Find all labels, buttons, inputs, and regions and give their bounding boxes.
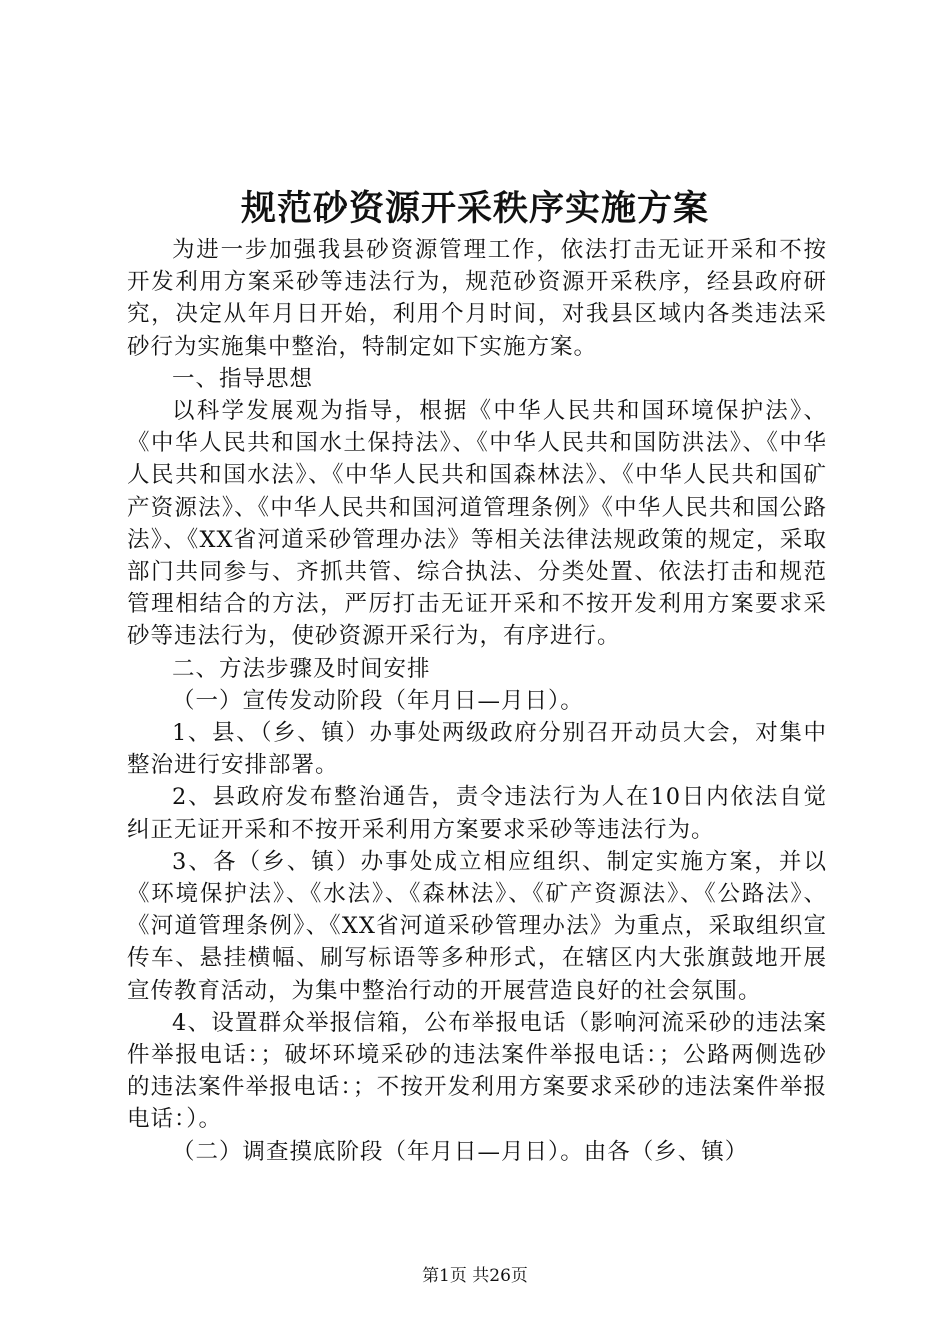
list-item-1: 1、县、（乡、镇）办事处两级政府分别召开动员大会，对集中整治进行安排部署。: [127, 720, 827, 779]
subsection-heading-publicity-stage: （一）宣传发动阶段（年月日—月日）。: [172, 687, 584, 714]
intro-paragraph: 为进一步加强我县砂资源管理工作，依法打击无证开采和不按开发利用方案采砂等违法行为，规范砂资源开采秩序，经县政府研究，决定从年月日开始，利用个月时间，对我县区域内各类违法采砂行为实施集中整治，特制定如下实施方案。: [127, 237, 827, 360]
document-body: [127, 234, 827, 1168]
document-title: 规范砂资源开采秩序实施方案: [240, 188, 709, 229]
subsection-heading-survey-stage: （二）调查摸底阶段（年月日—月日）。由各（乡、镇）: [172, 1138, 749, 1165]
page-number-footer: 第1页 共26页: [422, 1266, 528, 1286]
section-heading-methods-schedule: 二、方法步骤及时间安排: [172, 655, 431, 682]
list-item-3: 3、各（乡、镇）办事处成立相应组织、制定实施方案，并以《环境保护法》、《水法》、《森林法》、《矿产资源法》、《公路法》、《河道管理条例》、《XX省河道采砂管理办法》为重点，采取组织宣传车、悬挂横幅、刷写标语等多种形式，在辖区内大张旗鼓地开展宣传教育活动，为集中整治行动的开展营造良好的社会氛围。: [127, 848, 827, 1004]
list-item-4: 4、设置群众举报信箱，公布举报电话（影响河流采砂的违法案件举报电话：；破坏环境采砂的违法案件举报电话：；公路两侧选砂的违法案件举报电话：；不按开发利用方案要求采砂的违法案件举报电话：）。: [127, 1009, 827, 1133]
list-item-2: 2、县政府发布整治通告，责令违法行为人在10日内依法自觉纠正无证开采和不按开采利用方案要求采砂等违法行为。: [127, 784, 827, 843]
section-heading-guiding-ideology: 一、指导思想: [172, 365, 314, 392]
guiding-ideology-paragraph: 以科学发展观为指导，根据《中华人民共和国环境保护法》、《中华人民共和国水土保持法》、《中华人民共和国防洪法》、《中华人民共和国水法》、《中华人民共和国森林法》、《中华人民共和国矿产资源法》、《中华人民共和国河道管理条例》《中华人民共和国公路法》、《XX省河道采砂管理办法》等相关法律法规政策的规定，采取部门共同参与、齐抓共管、综合执法、分类处置、依法打击和规范管理相结合的方法，严厉打击无证开采和不按开发利用方案要求采砂等违法行为，使砂资源开采行为，有序进行。: [127, 398, 827, 650]
